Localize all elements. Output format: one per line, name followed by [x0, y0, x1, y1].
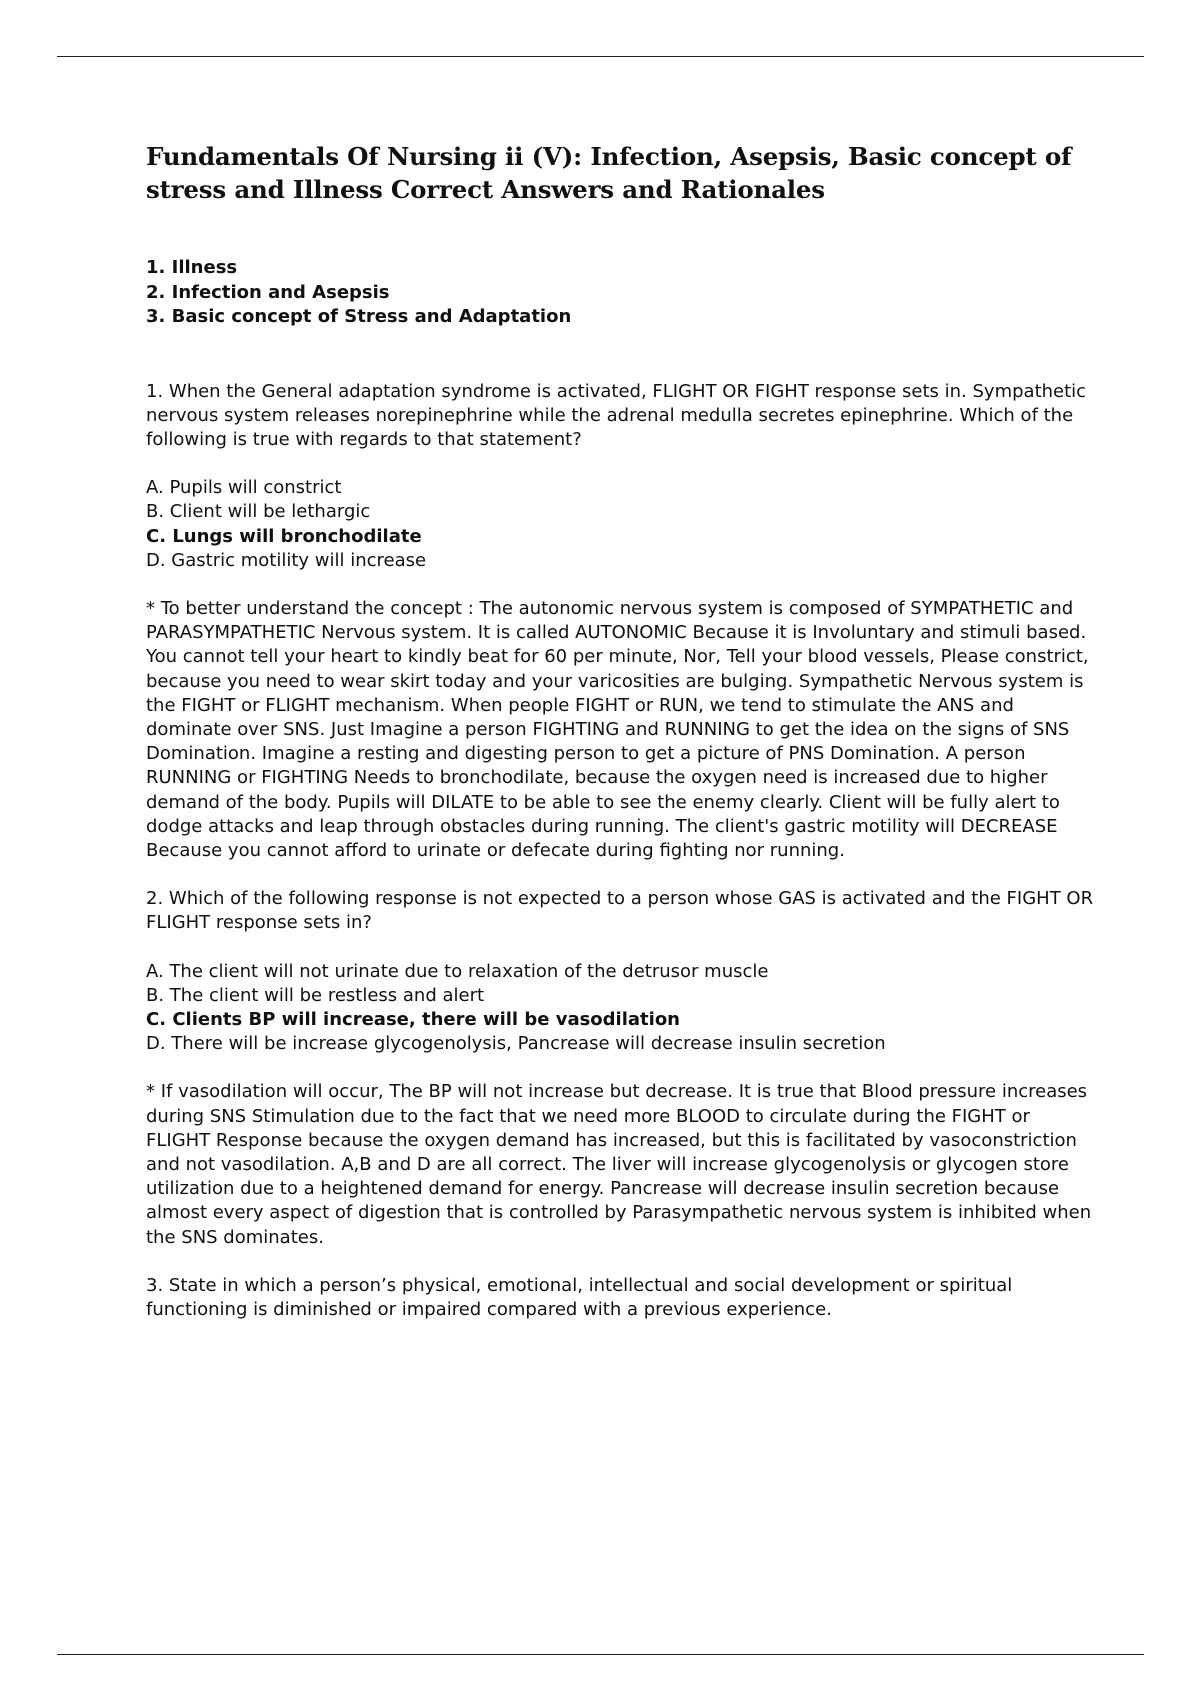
question-2 — [146, 887, 1096, 1250]
topic-list — [146, 256, 1096, 330]
choice-a: A. Pupils will constrict — [146, 477, 342, 499]
question-text: 2. Which of the following response is not expected to a person whose GAS is activated and the FIGHT OR FLIGHT response sets in? — [146, 888, 1094, 934]
topic-item: 2. Infection and Asepsis — [146, 281, 390, 303]
rationale-text: * To better understand the concept : The autonomic nervous system is composed of SYMPATHETIC and PARASYMPATHETIC Nervous system. It is called AUTONOMIC Because it is Involuntary and stimuli based. You cannot tell your heart to kindly beat for 60 per minute, Nor, Tell your blood vessels, Please constrict, because you need to wear skirt today and your varicosities are bulging. Sympathetic Nervous system is the FIGHT or FLIGHT mechanism. When people FIGHT or RUN, we tend to stimulate the ANS and dominate over SNS. Just Imagine a person FIGHTING and RUNNING to get the idea on the signs of SNS Domination. Imagine a resting and digesting person to get a picture of PNS Domination. A person RUNNING or FIGHTING Needs to bronchodilate, because the oxygen need is increased due to higher demand of the body. Pupils will DILATE to be able to see the enemy clearly. Client will be fully alert to dodge attacks and leap through obstacles during running. The client's gastric motility will DECREASE Because you cannot afford to urinate or defecate during fighting nor running. — [146, 597, 1089, 861]
question-1 — [146, 380, 1096, 864]
question-text: 1. When the General adaptation syndrome is activated, FLIGHT OR FIGHT response sets in. Sympathetic nervous system releases norepinephrine while the adrenal medulla secretes epinephrine. Which of the following is true with regards to that statement? — [146, 380, 1087, 450]
choice-d: D. Gastric motility will increase — [146, 549, 427, 571]
rationale-text: * If vasodilation will occur, The BP will not increase but decrease. It is true that Blood pressure increases during SNS Stimulation due to the fact that we need more BLOOD to circulate during the FIGHT or FLIGHT Response because the oxygen demand has increased, but this is facilitated by vasoconstriction and not vasodilation. A,B and D are all correct. The liver will increase glycogenolysis or glycogen store utilization due to a heightened demand for energy. Pancrease will decrease insulin secretion because almost every aspect of digestion that is controlled by Parasympathetic nervous system is inhibited when the SNS dominates. — [146, 1081, 1092, 1248]
topic-item: 3. Basic concept of Stress and Adaptation — [146, 306, 572, 327]
correct-choice-c: C. Clients BP will increase, there will be vasodilation — [146, 1008, 680, 1030]
answer-choices — [146, 960, 1096, 1057]
topic-item: 1. Illness — [146, 257, 238, 278]
question-3 — [146, 1274, 1096, 1322]
document-body — [146, 140, 1096, 1346]
answer-choices — [146, 476, 1096, 573]
choice-b: B. The client will be restless and alert — [146, 984, 485, 1006]
bottom-divider — [57, 1654, 1144, 1655]
correct-choice-c: C. Lungs will bronchodilate — [146, 525, 422, 547]
choice-d: D. There will be increase glycogenolysis, Pancrease will decrease insulin secretion — [146, 1033, 886, 1055]
choice-b: B. Client will be lethargic — [146, 501, 371, 523]
document-title: Fundamentals Of Nursing ii (V): Infection, Asepsis, Basic concept of stress and Illness Correct Answers and Rationales — [146, 142, 1072, 204]
choice-a: A. The client will not urinate due to relaxation of the detrusor muscle — [146, 960, 769, 982]
top-divider — [57, 56, 1144, 57]
question-text: 3. State in which a person’s physical, emotional, intellectual and social development or spiritual functioning is diminished or impaired compared with a previous experience. — [146, 1274, 1013, 1320]
